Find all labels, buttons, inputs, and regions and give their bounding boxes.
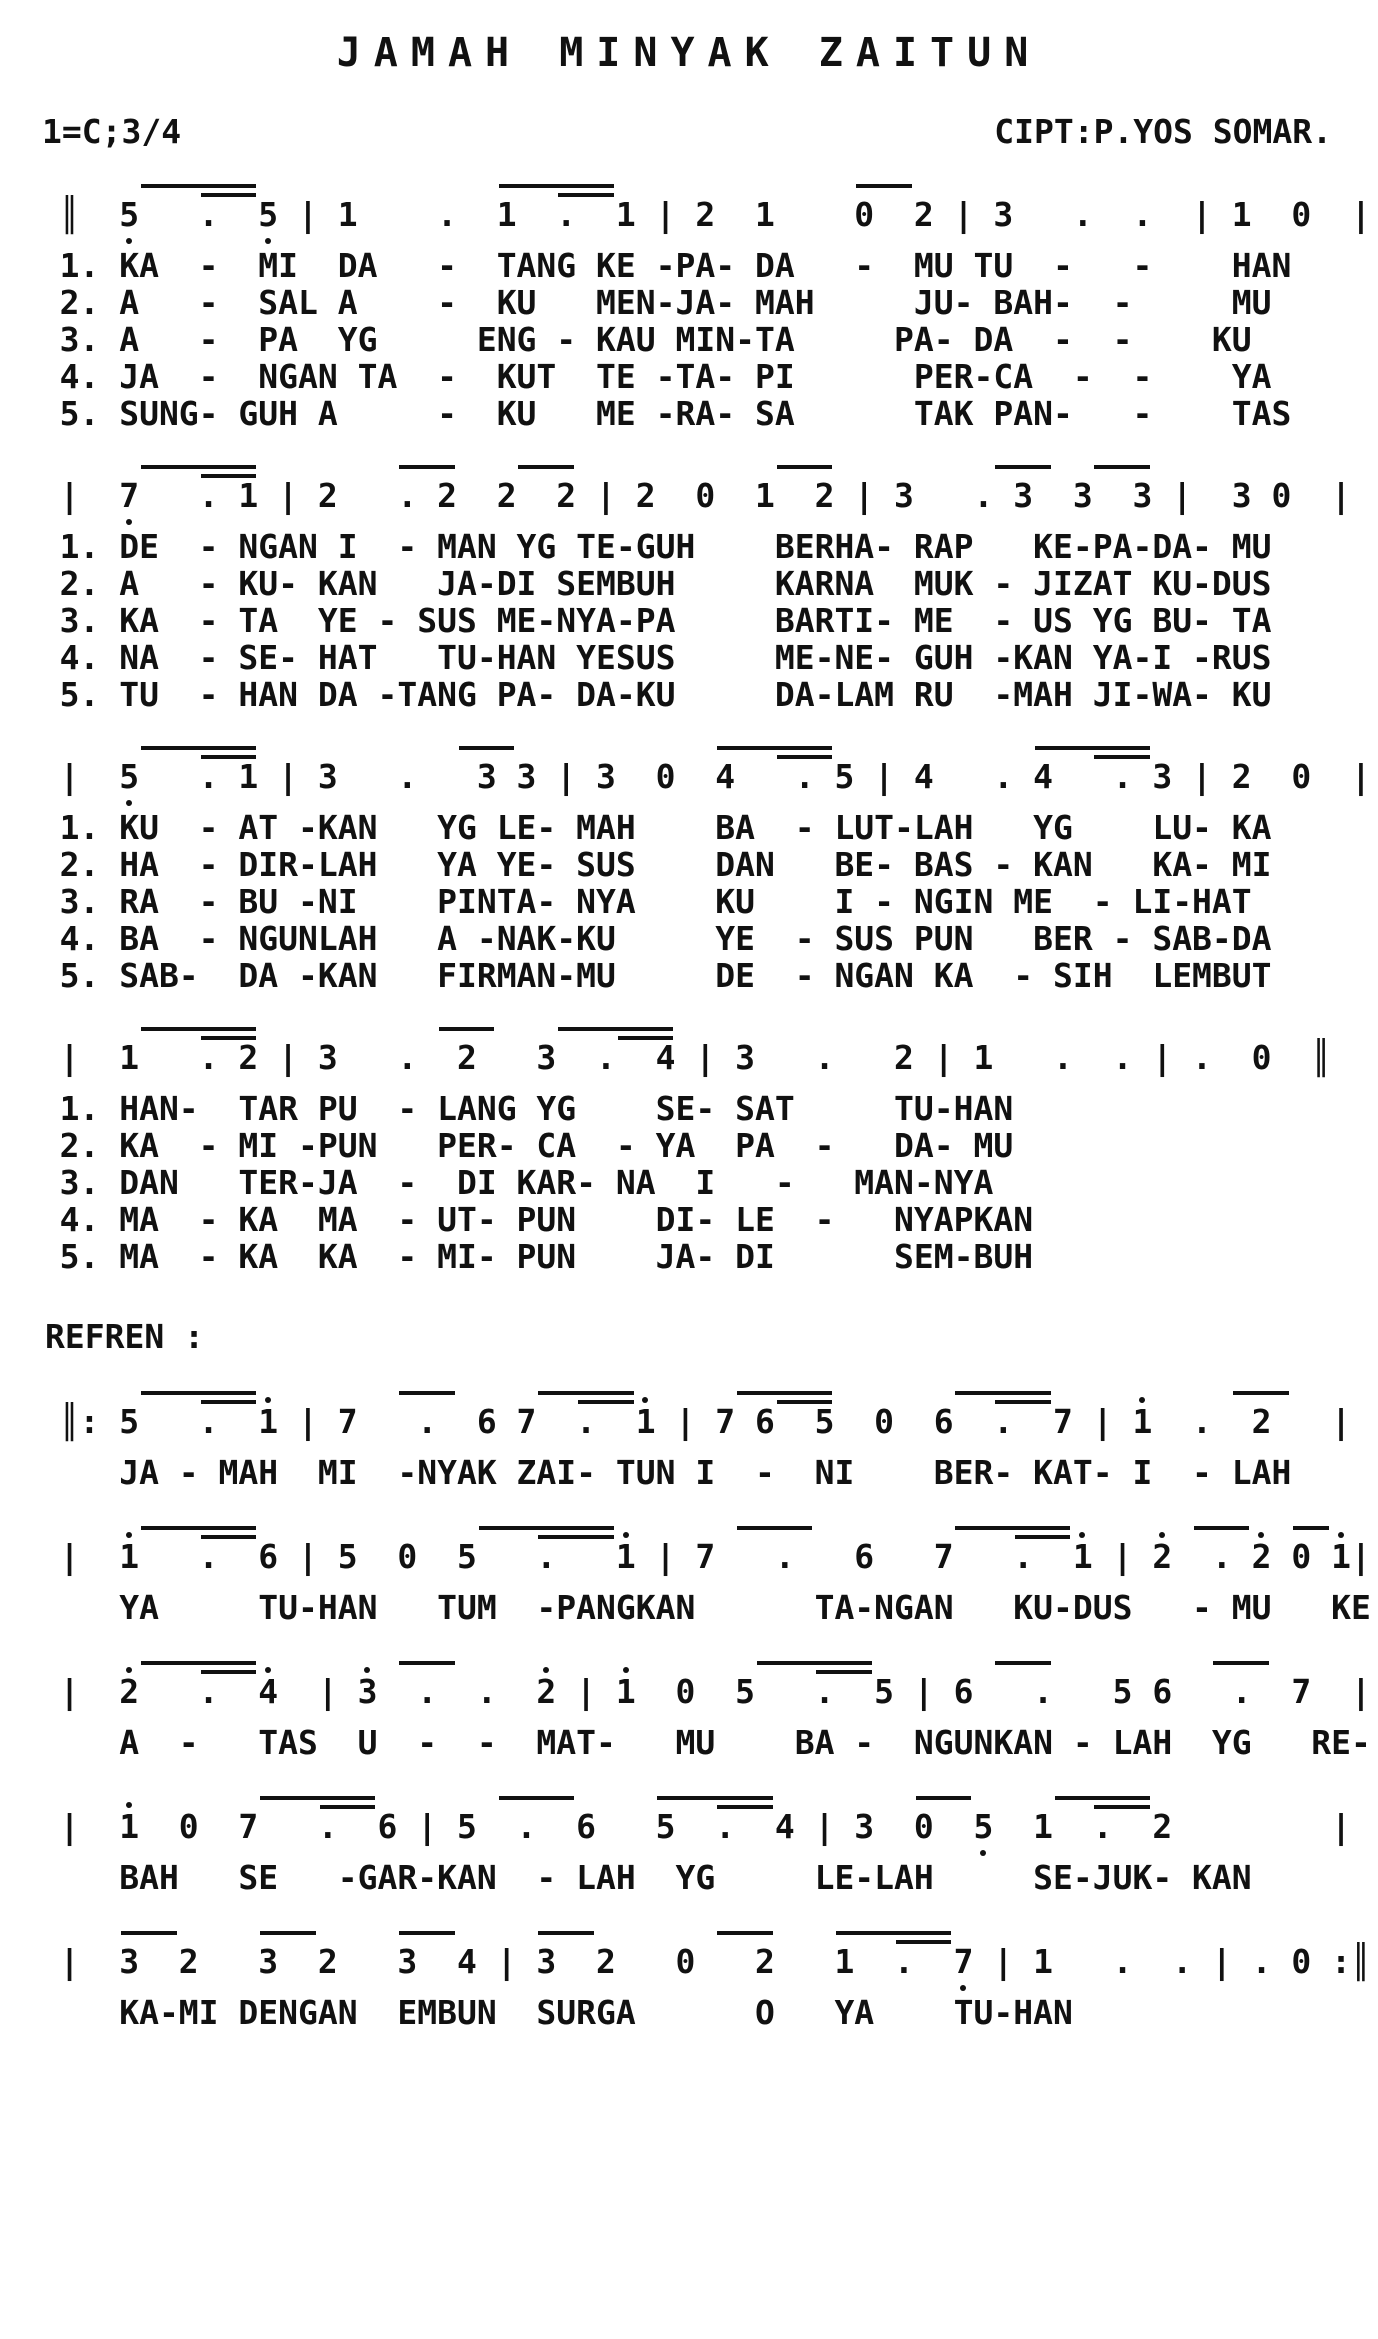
beam-segment [1094,465,1150,469]
beam-segment [737,1526,812,1530]
beam-segment [717,1931,773,1935]
song-title: JAMAH MINYAK ZAITUN [336,30,1042,76]
beam-segment [479,1526,614,1530]
beam-segment [777,465,833,469]
notation-staff [0,181,1378,247]
octave-dot [126,519,132,525]
lyric-line: 1. KU - AT -KAN YG LE- MAH BA - LUT-LAH YG LU- KA [0,808,1272,847]
meta-row [0,112,1378,151]
lyric-line: 1. HAN- TAR PU - LANG YG SE- SAT TU-HAN [0,1089,1014,1128]
beam-segment [260,1796,375,1800]
verse-systems [0,181,1378,1275]
lyric-line: 1. DE - NGAN I - MAN YG TE-GUH BERHA- RAP KE-PA-DA- MU [0,527,1272,566]
beam-segment [141,1027,256,1031]
lyric-line: 4. MA - KA MA - UT- PUN DI- LE - NYAPKAN [0,1200,1034,1239]
beam-segment [836,1931,951,1935]
beam-segment [121,1931,177,1935]
beam-segment [399,1391,455,1395]
lyric-line: 4. JA - NGAN TA - KUT TE -TA- PI PER-CA - - YA [0,357,1272,396]
lyric-line: 5. SUNG- GUH A - KU ME -RA- SA TAK PAN- - TAS [0,394,1292,433]
beam-segment [1035,746,1150,750]
notation-line: | 3 2 3 2 3 4 | 3 2 0 2 1 . 7 | 1 . . | . 0 :║ [0,1942,1371,1981]
beam-segment [459,746,515,750]
music-system [0,743,1378,994]
beam-segment [141,184,256,188]
beam-segment [399,1931,455,1935]
beam-segment [260,1931,316,1935]
beam-segment [141,746,256,750]
lyric-line: 2. A - KU- KAN JA-DI SEMBUH KARNA MUK - JIZAT KU-DUS [0,564,1272,603]
beam-segment [499,184,614,188]
notation-staff [0,1388,1378,1454]
refrain-systems [0,1388,1378,2031]
lyric-line: JA - MAH MI -NYAK ZAI- TUN I - NI BER- KAT- I - LAH [0,1453,1292,1492]
beam-segment [538,1931,594,1935]
beam-segment [955,1526,1070,1530]
beam-segment [1055,1796,1150,1800]
beam-segment [399,1661,455,1665]
beam-segment [558,1027,673,1031]
lyric-line: 3. A - PA YG ENG - KAU MIN-TA PA- DA - - KU [0,320,1252,359]
beam-segment [1213,1661,1269,1665]
notation-line: | 2 . 4 | 3 . . 2 | 1 0 5 . 5 | 6 . 5 6 . 7 | [0,1672,1371,1711]
lyric-line: 5. TU - HAN DA -TANG PA- DA-KU DA-LAM RU -MAH JI-WA- KU [0,675,1272,714]
notation-staff [0,1658,1378,1724]
beam-segment [538,1391,633,1395]
lyric-line: A - TAS U - - MAT- MU BA - NGUNKAN - LAH YG RE- [0,1723,1371,1762]
lyric-line: BAH SE -GAR-KAN - LAH YG LE-LAH SE-JUK- KAN [0,1858,1252,1897]
notation-line: | 1 . 6 | 5 0 5 . 1 | 7 . 6 7 . 1 | 2 . 2 0 1| [0,1537,1371,1576]
lyric-line: YA TU-HAN TUM -PANGKAN TA-NGAN KU-DUS - MU KE [0,1588,1371,1627]
music-system [0,1793,1378,1896]
notation-staff [0,1523,1378,1589]
notation-line: ║ 5 . 5 | 1 . 1 . 1 | 2 1 0 2 | 3 . . | 1 0 | [0,195,1371,234]
beam-segment [955,1391,1050,1395]
beam-segment [657,1796,772,1800]
octave-dot [126,800,132,806]
octave-dot [265,238,271,244]
music-system [0,462,1378,713]
lyric-line: 5. MA - KA KA - MI- PUN JA- DI SEM-BUH [0,1237,1034,1276]
notation-staff [0,1793,1378,1859]
music-system [0,1523,1378,1626]
notation-staff [0,1928,1378,1994]
music-system [0,1024,1378,1275]
beam-segment [1293,1526,1329,1530]
lyric-line: 1. KA - MI DA - TANG KE -PA- DA - MU TU - - HAN [0,246,1292,285]
beam-segment [499,1796,574,1800]
lyric-line: 3. RA - BU -NI PINTA- NYA KU I - NGIN ME - LI-HAT [0,882,1252,921]
music-system [0,1388,1378,1491]
notation-line: | 7 . 1 | 2 . 2 2 2 | 2 0 1 2 | 3 . 3 3 3 | 3 0 | [0,476,1352,515]
refrain-label: REFREN : [45,1317,204,1356]
notation-line: | 1 0 7 . 6 | 5 . 6 5 . 4 | 3 0 5 1 . 2 | [0,1807,1352,1846]
beam-segment [737,1391,832,1395]
beam-segment [717,746,832,750]
octave-dot [126,238,132,244]
beam-segment [518,465,574,469]
lyric-line: 2. HA - DIR-LAH YA YE- SUS DAN BE- BAS - KAN KA- MI [0,845,1272,884]
beam-segment [141,465,256,469]
lyric-line: 3. DAN TER-JA - DI KAR- NA I - MAN-NYA [0,1163,994,1202]
beam-segment [995,1661,1051,1665]
lyric-line: KA-MI DENGAN EMBUN SURGA O YA TU-HAN [0,1993,1073,2032]
beam-segment [439,1027,495,1031]
octave-dot [960,1985,966,1991]
music-system [0,1928,1378,2031]
beam-segment [141,1661,256,1665]
music-system [0,1658,1378,1761]
music-system [0,181,1378,432]
notation-staff [0,743,1378,809]
lyric-line: 4. BA - NGUNLAH A -NAK-KU YE - SUS PUN BER - SAB-DA [0,919,1272,958]
lyric-line: 2. KA - MI -PUN PER- CA - YA PA - DA- MU [0,1126,1014,1165]
beam-segment [141,1526,256,1530]
beam-segment [995,465,1051,469]
octave-dot [980,1850,986,1856]
notation-line: ║: 5 . 1 | 7 . 6 7 . 1 | 7 6 5 0 6 . 7 | 1 . 2 | [0,1402,1352,1441]
notation-staff [0,1024,1378,1090]
beam-segment [916,1796,972,1800]
notation-line: | 5 . 1 | 3 . 3 3 | 3 0 4 . 5 | 4 . 4 . 3 | 2 0 | [0,757,1371,796]
lyric-line: 5. SAB- DA -KAN FIRMAN-MU DE - NGAN KA - SIH LEMBUT [0,956,1272,995]
beam-segment [856,184,912,188]
notation-line: | 1 . 2 | 3 . 2 3 . 4 | 3 . 2 | 1 . . | . 0 ║ [0,1038,1332,1077]
beam-segment [141,1391,256,1395]
lyric-line: 4. NA - SE- HAT TU-HAN YESUS ME-NE- GUH -KAN YA-I -RUS [0,638,1272,677]
key-signature: 1=C;3/4 [42,112,182,151]
lyric-line: 3. KA - TA YE - SUS ME-NYA-PA BARTI- ME - US YG BU- TA [0,601,1272,640]
composer-credit: CIPT:P.YOS SOMAR. [994,112,1332,151]
beam-segment [757,1661,872,1665]
notation-staff [0,462,1378,528]
beam-segment [399,465,455,469]
lyric-line: 2. A - SAL A - KU MEN-JA- MAH JU- BAH- - MU [0,283,1272,322]
beam-segment [1194,1526,1250,1530]
beam-segment [1233,1391,1289,1395]
